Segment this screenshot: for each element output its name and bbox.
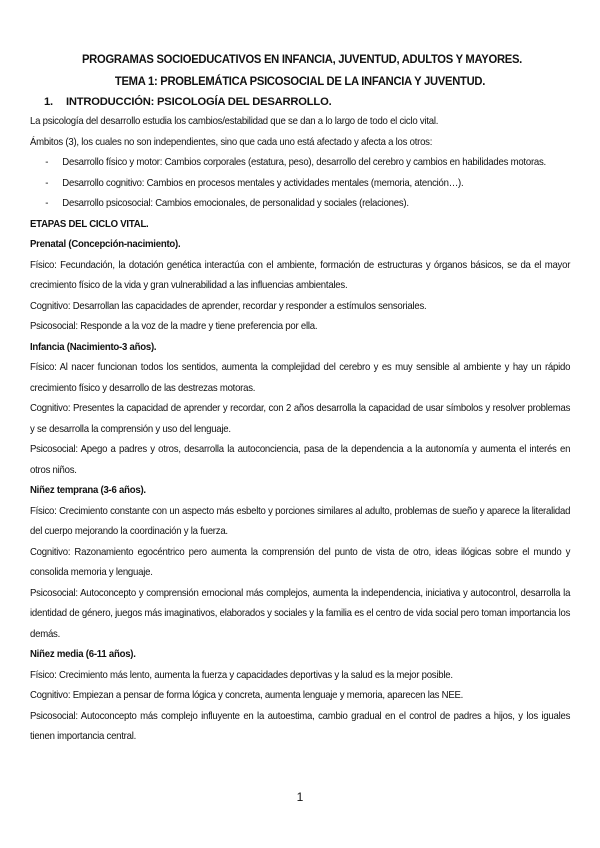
list-dash: -	[45, 157, 49, 168]
stage-heading: Prenatal (Concepción-nacimiento).	[30, 239, 181, 250]
stage-psicosocial: Psicosocial: Apego a padres y otros, desarrolla la autoconciencia, pasa de la dependencia a la autonomía y aumenta el interés en otros niños.	[30, 444, 571, 476]
stages-heading: ETAPAS DEL CICLO VITAL.	[30, 218, 149, 230]
topic-title: TEMA 1: PROBLEMÁTICA PSICOSOCIAL DE LA INFANCIA Y JUVENTUD.	[114, 74, 486, 88]
stage-heading: Niñez media (6-11 años).	[30, 649, 136, 660]
areas-paragraph: Ámbitos (3), los cuales no son independientes, sino que cada uno está afectado y afecta a los otros:	[30, 136, 433, 148]
list-item	[30, 174, 600, 195]
stage-fisico: Físico: Al nacer funcionan todos los sentidos, aumenta la complejidad del cerebro y es muy sensible al ambiente y hay un rápido crecimiento físico y desarrollo de las destrezas motoras.	[30, 362, 571, 394]
stage-cognitivo: Cognitivo: Desarrollan las capacidades de aprender, recordar y responder a estímulos sensoriales.	[30, 300, 427, 312]
intro-paragraph: La psicología del desarrollo estudia los cambios/estabilidad que se dan a lo largo de todo el ciclo vital.	[30, 116, 439, 127]
stage-heading: Infancia (Nacimiento-3 años).	[30, 341, 157, 353]
section-number: 1.	[44, 96, 53, 108]
stage-cognitivo: Cognitivo: Presentes la capacidad de aprender y recordar, con 2 años desarrolla la capacidad de usar símbolos y resolver problemas y se desarrolla la comprensión y uso del lenguaje.	[30, 403, 571, 435]
document-title: PROGRAMAS SOCIOEDUCATIVOS EN INFANCIA, JUVENTUD, ADULTOS Y MAYORES.	[81, 52, 523, 66]
stage-fisico: Físico: Crecimiento más lento, aumenta la fuerza y capacidades deportivas y la salud es la mejor posible.	[30, 669, 453, 681]
list-item-text: Desarrollo físico y motor: Cambios corporales (estatura, peso), desarrollo del cerebro y cambios en habilidades motoras.	[62, 157, 546, 168]
stage-psicosocial: Psicosocial: Autoconcepto y comprensión emocional más complejos, aumenta la independencia, iniciativa y autocontrol, desarrolla la identidad de género, juegos más imaginativos, elaborados y sociales y la familia es el centro de vida social pero toman importancia los demás.	[30, 587, 571, 640]
stage-psicosocial: Psicosocial: Responde a la voz de la madre y tiene preferencia por ella.	[30, 321, 318, 332]
section-title: INTRODUCCIÓN: PSICOLOGÍA DEL DESARROLLO.	[66, 96, 332, 108]
list-dash: -	[45, 177, 49, 189]
list-item-text: Desarrollo psicosocial: Cambios emocionales, de personalidad y sociales (relaciones).	[62, 198, 409, 209]
stage-fisico: Físico: Crecimiento constante con un aspecto más esbelto y porciones similares al adulto, problemas de sueño y aparece la literalidad del cuerpo mejorando la coordinación y la fuerza.	[30, 505, 571, 537]
list-item	[30, 153, 600, 174]
list-item	[30, 194, 600, 215]
stage-fisico: Físico: Fecundación, la dotación genética interactúa con el ambiente, formación de estructuras y órganos básicos, se da el mayor crecimiento físico de la vida y gran vulnerabilidad a las influencias ambientales.	[30, 259, 571, 291]
document-page	[30, 52, 570, 748]
stage-heading: Niñez temprana (3-6 años).	[30, 485, 146, 496]
stage-cognitivo: Cognitivo: Razonamiento egocéntrico pero aumenta la comprensión del punto de vista de otro, ideas ilógicas sobre el mundo y consolida memoria y lenguaje.	[30, 546, 571, 578]
stage-cognitivo: Cognitivo: Empiezan a pensar de forma lógica y concreta, aumenta lenguaje y memoria, aparecen las NEE.	[30, 690, 464, 701]
stage-psicosocial: Psicosocial: Autoconcepto más complejo influyente en la autoestima, cambio gradual en el control de padres a hijos, y los iguales tienen importancia central.	[30, 710, 571, 742]
list-item-text: Desarrollo cognitivo: Cambios en procesos mentales y actividades mentales (memoria, atención…).	[62, 177, 464, 189]
list-dash: -	[45, 198, 49, 209]
section-heading	[44, 96, 570, 108]
page-number: 1	[296, 790, 304, 804]
